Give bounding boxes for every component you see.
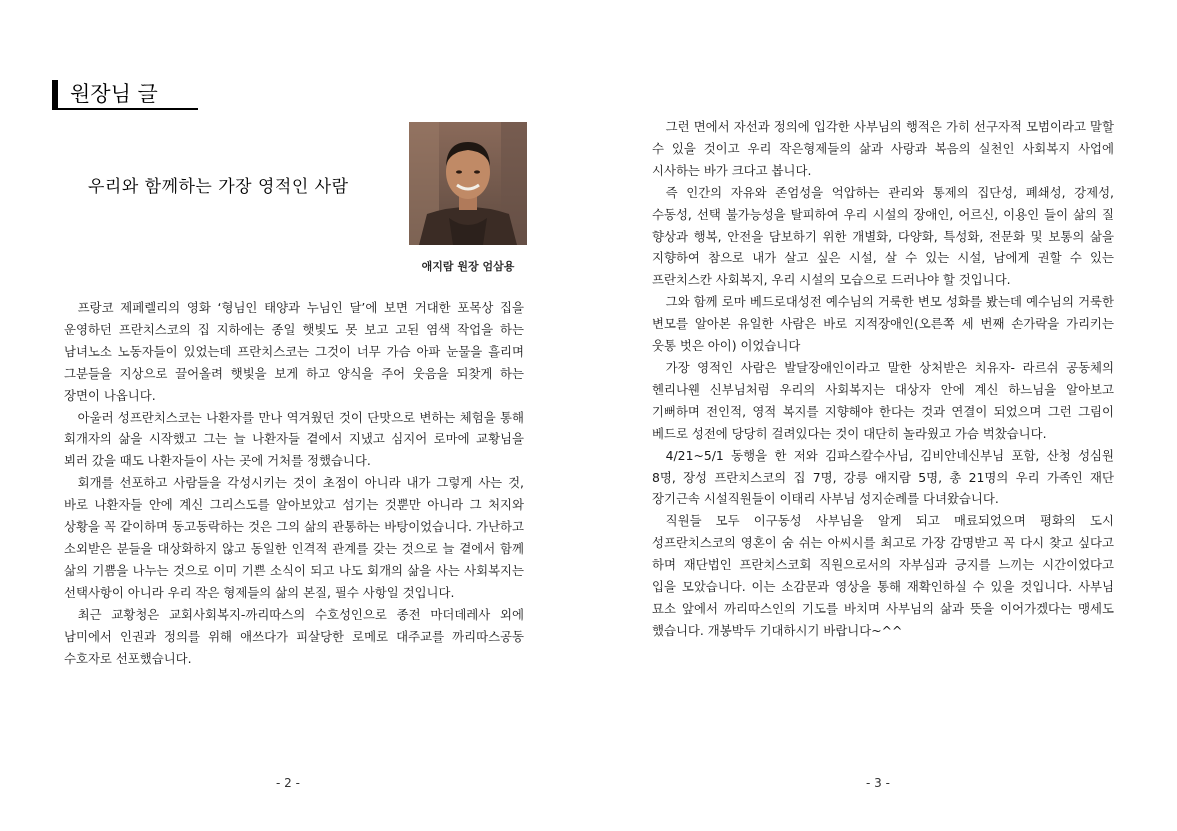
left-column-text [64,297,524,669]
left-paragraph-3: 회개를 선포하고 사람들을 각성시키는 것이 초점이 아니라 내가 그렇게 사는 것, 바로 나환자들 안에 계신 그리스도를 알아보았고 섬기는 것뿐만 아니라 그 처지와 상황을 꼭 같이하며 동고동락하는 것은 그의 삶의 관통하는 바탕이었습니다. 가난하고 소외받은 분들을 대상화하지 않고 동일한 인격적 관계를 갖는 것으로 늘 곁에서 함께 삶의 기쁨을 나누는 것으로 이미 기쁜 소식이 되고 나도 회개의 삶을 사는 사회복지는 선택사항이 아니라 우리 작은 형제들의 삶의 본질, 필수 사항일 것입니다. [64,475,524,600]
right-paragraph-1: 그런 면에서 자선과 정의에 입각한 사부님의 행적은 가히 선구자적 모범이라고 말할 수 있을 것이고 우리 작은형제들의 삶과 사랑과 복음의 실천인 사회복지 사업에 시사하는 바가 크다고 봅니다. [652,119,1114,178]
photo-caption: 애지람 원장 엄삼용 [421,260,515,273]
author-photo [409,122,527,245]
person-photo-icon [409,122,527,245]
left-paragraph-4: 최근 교황청은 교회사회복지-까리따스의 수호성인으로 종전 마더데레사 외에 남미에서 인권과 정의를 위해 애쓰다가 피살당한 로메로 대주교를 까리따스공동 수호자로 선포했습니다. [64,606,524,666]
left-paragraph-1: 프랑코 제페렐리의 영화 ‘형님인 태양과 누님인 달’에 보면 거대한 포목상 집을 운영하던 프란치스코의 집 지하에는 종일 햇빛도 못 보고 고된 염색 작업을 하는 남녀노소 노동자들이 있었는데 프란치스코는 그것이 너무 가슴 아파 눈물을 흘리며 그분들을 지상으로 끌어올려 햇빛을 보게 하고 양식을 주어 웃음을 되찾게 하는 장면이 나옵니다. [64,300,524,403]
section-heading: 원장님 글 [52,80,198,110]
right-paragraph-3: 그와 함께 로마 베드로대성전 예수님의 거룩한 변모 성화를 봤는데 예수님의 거룩한 변모를 알아본 유일한 사람은 바로 지적장애인(오른쪽 세 번째 손가락을 가리키는 웃통 벗은 아이) 이었습니다 [652,294,1114,354]
article-title: 우리와 함께하는 가장 영적인 사람 [88,177,349,197]
right-paragraph-5: 4/21~5/1 동행을 한 저와 김파스칼수사님, 김비안네신부님 포함, 산청 성심원 8명, 장성 프란치스코의 집 7명, 강릉 애지람 5명, 총 21명의 우리 가족인 재단 장기근속 시설직원들이 이태리 사부님 성지순례를 다녀왔습니다. [652,447,1114,507]
page-number-left: - 2 - [276,776,300,790]
right-column-text [652,116,1114,642]
right-paragraph-6: 직원들 모두 이구동성 사부님을 알게 되고 매료되었으며 평화의 도시 성프란치스코의 영혼이 숨 쉬는 아씨시를 최고로 가장 감명받고 꼭 다시 찾고 싶다고 하며 재단법인 프란치스코회 직원으로서의 자부심과 긍지를 느끼는 시간이었다고 입을 모았습니다. 이는 소감문과 영상을 통해 재확인하실 수 있을 것입니다. 사부님 묘소 앞에서 까리따스인의 기도를 바치며 사부님의 삶과 뜻을 이어가겠다는 맹세도 했습니다. 개봉박두 기대하시기 바랍니다~^^ [652,513,1114,638]
left-paragraph-2: 아울러 성프란치스코는 나환자를 만나 역겨웠던 것이 단맛으로 변하는 체험을 통해 회개자의 삶을 시작했고 그는 늘 나환자들 곁에서 지냈고 심지어 로마에 교황님을 뵈러 갔을 때도 나환자들이 사는 곳에 거처를 정했습니다. [64,409,524,469]
page-number-right: - 3 - [866,776,890,790]
right-paragraph-4: 가장 영적인 사람은 발달장애인이라고 말한 상처받은 치유자- 라르쉬 공동체의 헨리나웬 신부님처럼 우리의 사회복지는 대상자 안에 계신 하느님을 알아보고 기뻐하며 전인적, 영적 복지를 지향해야 한다는 것과 연결이 되었으며 그런 그림이 베드로 성전에 당당히 걸려있다는 것이 대단히 놀라웠고 가슴 벅찼습니다. [652,359,1114,441]
right-paragraph-2: 즉 인간의 자유와 존엄성을 억압하는 관리와 통제의 집단성, 폐쇄성, 강제성, 수동성, 선택 불가능성을 탈피하여 우리 시설의 장애인, 어르신, 이용인 들이 삶의 질 향상과 행복, 안전을 담보하기 위한 개별화, 다양화, 특성화, 전문화 및 보통의 삶을 지향하여 참으로 내가 살고 싶은 시설, 살 수 있는 시설, 남에게 권할 수 있는 프란치스칸 사회복지, 우리 시설의 모습으로 드러나야 할 것입니다. [652,184,1114,288]
